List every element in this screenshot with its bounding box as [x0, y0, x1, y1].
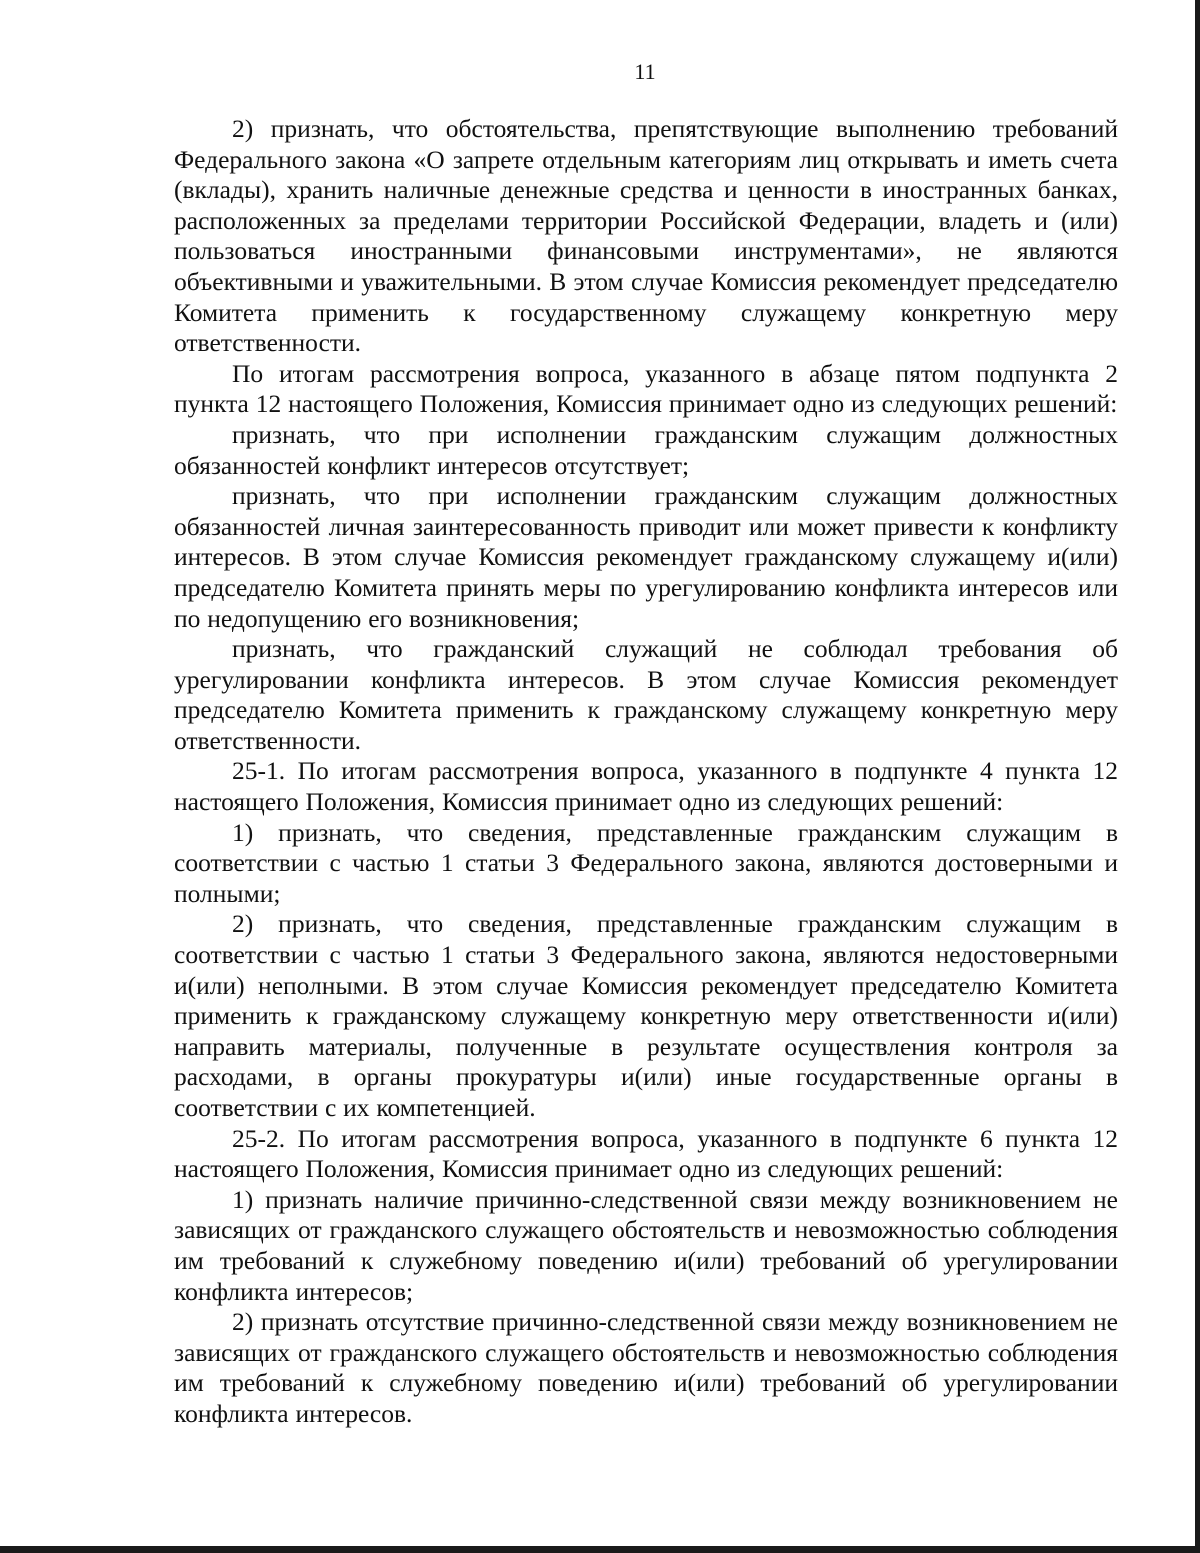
- paragraph-section-25-1: 25-1. По итогам рассмотрения вопроса, указанного в подпункте 4 пункта 12 настоящего Положения, Комиссия принимает одно из следующих решений:: [174, 756, 1118, 817]
- paragraph-requirements-not-met: признать, что гражданский служащий не соблюдал требования об урегулировании конфликта интересов. В этом случае Комиссия рекомендует председателю Комитета применить к гражданскому служащему конкретную меру ответственности.: [174, 634, 1118, 755]
- document-body: [174, 114, 1118, 1430]
- paragraph-decisions-intro: По итогам рассмотрения вопроса, указанного в абзаце пятом подпункта 2 пункта 12 настоящего Положения, Комиссия принимает одно из следующих решений:: [174, 358, 1118, 419]
- paragraph-25-2-item-2: 2) признать отсутствие причинно-следственной связи между возникновением не зависящих от гражданского служащего обстоятельств и невозможностью соблюдения им требований к служебному поведению и(или) требований об урегулировании конфликта интересов.: [174, 1307, 1118, 1428]
- paragraph-item-2-not-objective: 2) признать, что обстоятельства, препятствующие выполнению требований Федерального закона «О запрете отдельным категориям лиц открывать и иметь счета (вклады), хранить наличные денежные средства и ценности в иностранных банках, расположенных за пределами территории Российской Федерации, владеть и (или) пользоваться иностранными финансовыми инструментами», не являются объективными и уважительными. В этом случае Комиссия рекомендует председателю Комитета применить к государственному служащему конкретную меру ответственности.: [174, 114, 1118, 358]
- scan-edge-bottom: [0, 1546, 1200, 1553]
- paragraph-25-2-item-1: 1) признать наличие причинно-следственной связи между возникновением не зависящих от гражданского служащего обстоятельств и невозможностью соблюдения им требований к служебному поведению и(или) требований об урегулировании конфликта интересов;: [174, 1184, 1118, 1306]
- paragraph-section-25-2: 25-2. По итогам рассмотрения вопроса, указанного в подпункте 6 пункта 12 настоящего Положения, Комиссия принимает одно из следующих решений:: [174, 1123, 1118, 1184]
- page-number: 11: [634, 59, 656, 84]
- paragraph-conflict-possible: признать, что при исполнении гражданским служащим должностных обязанностей личная заинтересованность приводит или может привести к конфликту интересов. В этом случае Комиссия рекомендует гражданскому служащему и(или) председателю Комитета принять меры по урегулированию конфликта интересов или по недопущению его возникновения;: [174, 481, 1118, 633]
- scan-edge-right: [1195, 0, 1200, 1553]
- paragraph-25-1-item-2: 2) признать, что сведения, представленные гражданским служащим в соответствии с частью 1 статьи 3 Федерального закона, являются недостоверными и(или) неполными. В этом случае Комиссия рекомендует председателю Комитета применить к гражданскому служащему конкретную меру ответственности и(или) направить материалы, полученные в результате осуществления контроля за расходами, в органы прокуратуры и(или) иные государственные органы в соответствии с их компетенцией.: [174, 909, 1118, 1122]
- paragraph-no-conflict: признать, что при исполнении гражданским служащим должностных обязанностей конфликт интересов отсутствует;: [174, 419, 1118, 480]
- paragraph-25-1-item-1: 1) признать, что сведения, представленные гражданским служащим в соответствии с частью 1 статьи 3 Федерального закона, являются достоверными и полными;: [174, 817, 1118, 908]
